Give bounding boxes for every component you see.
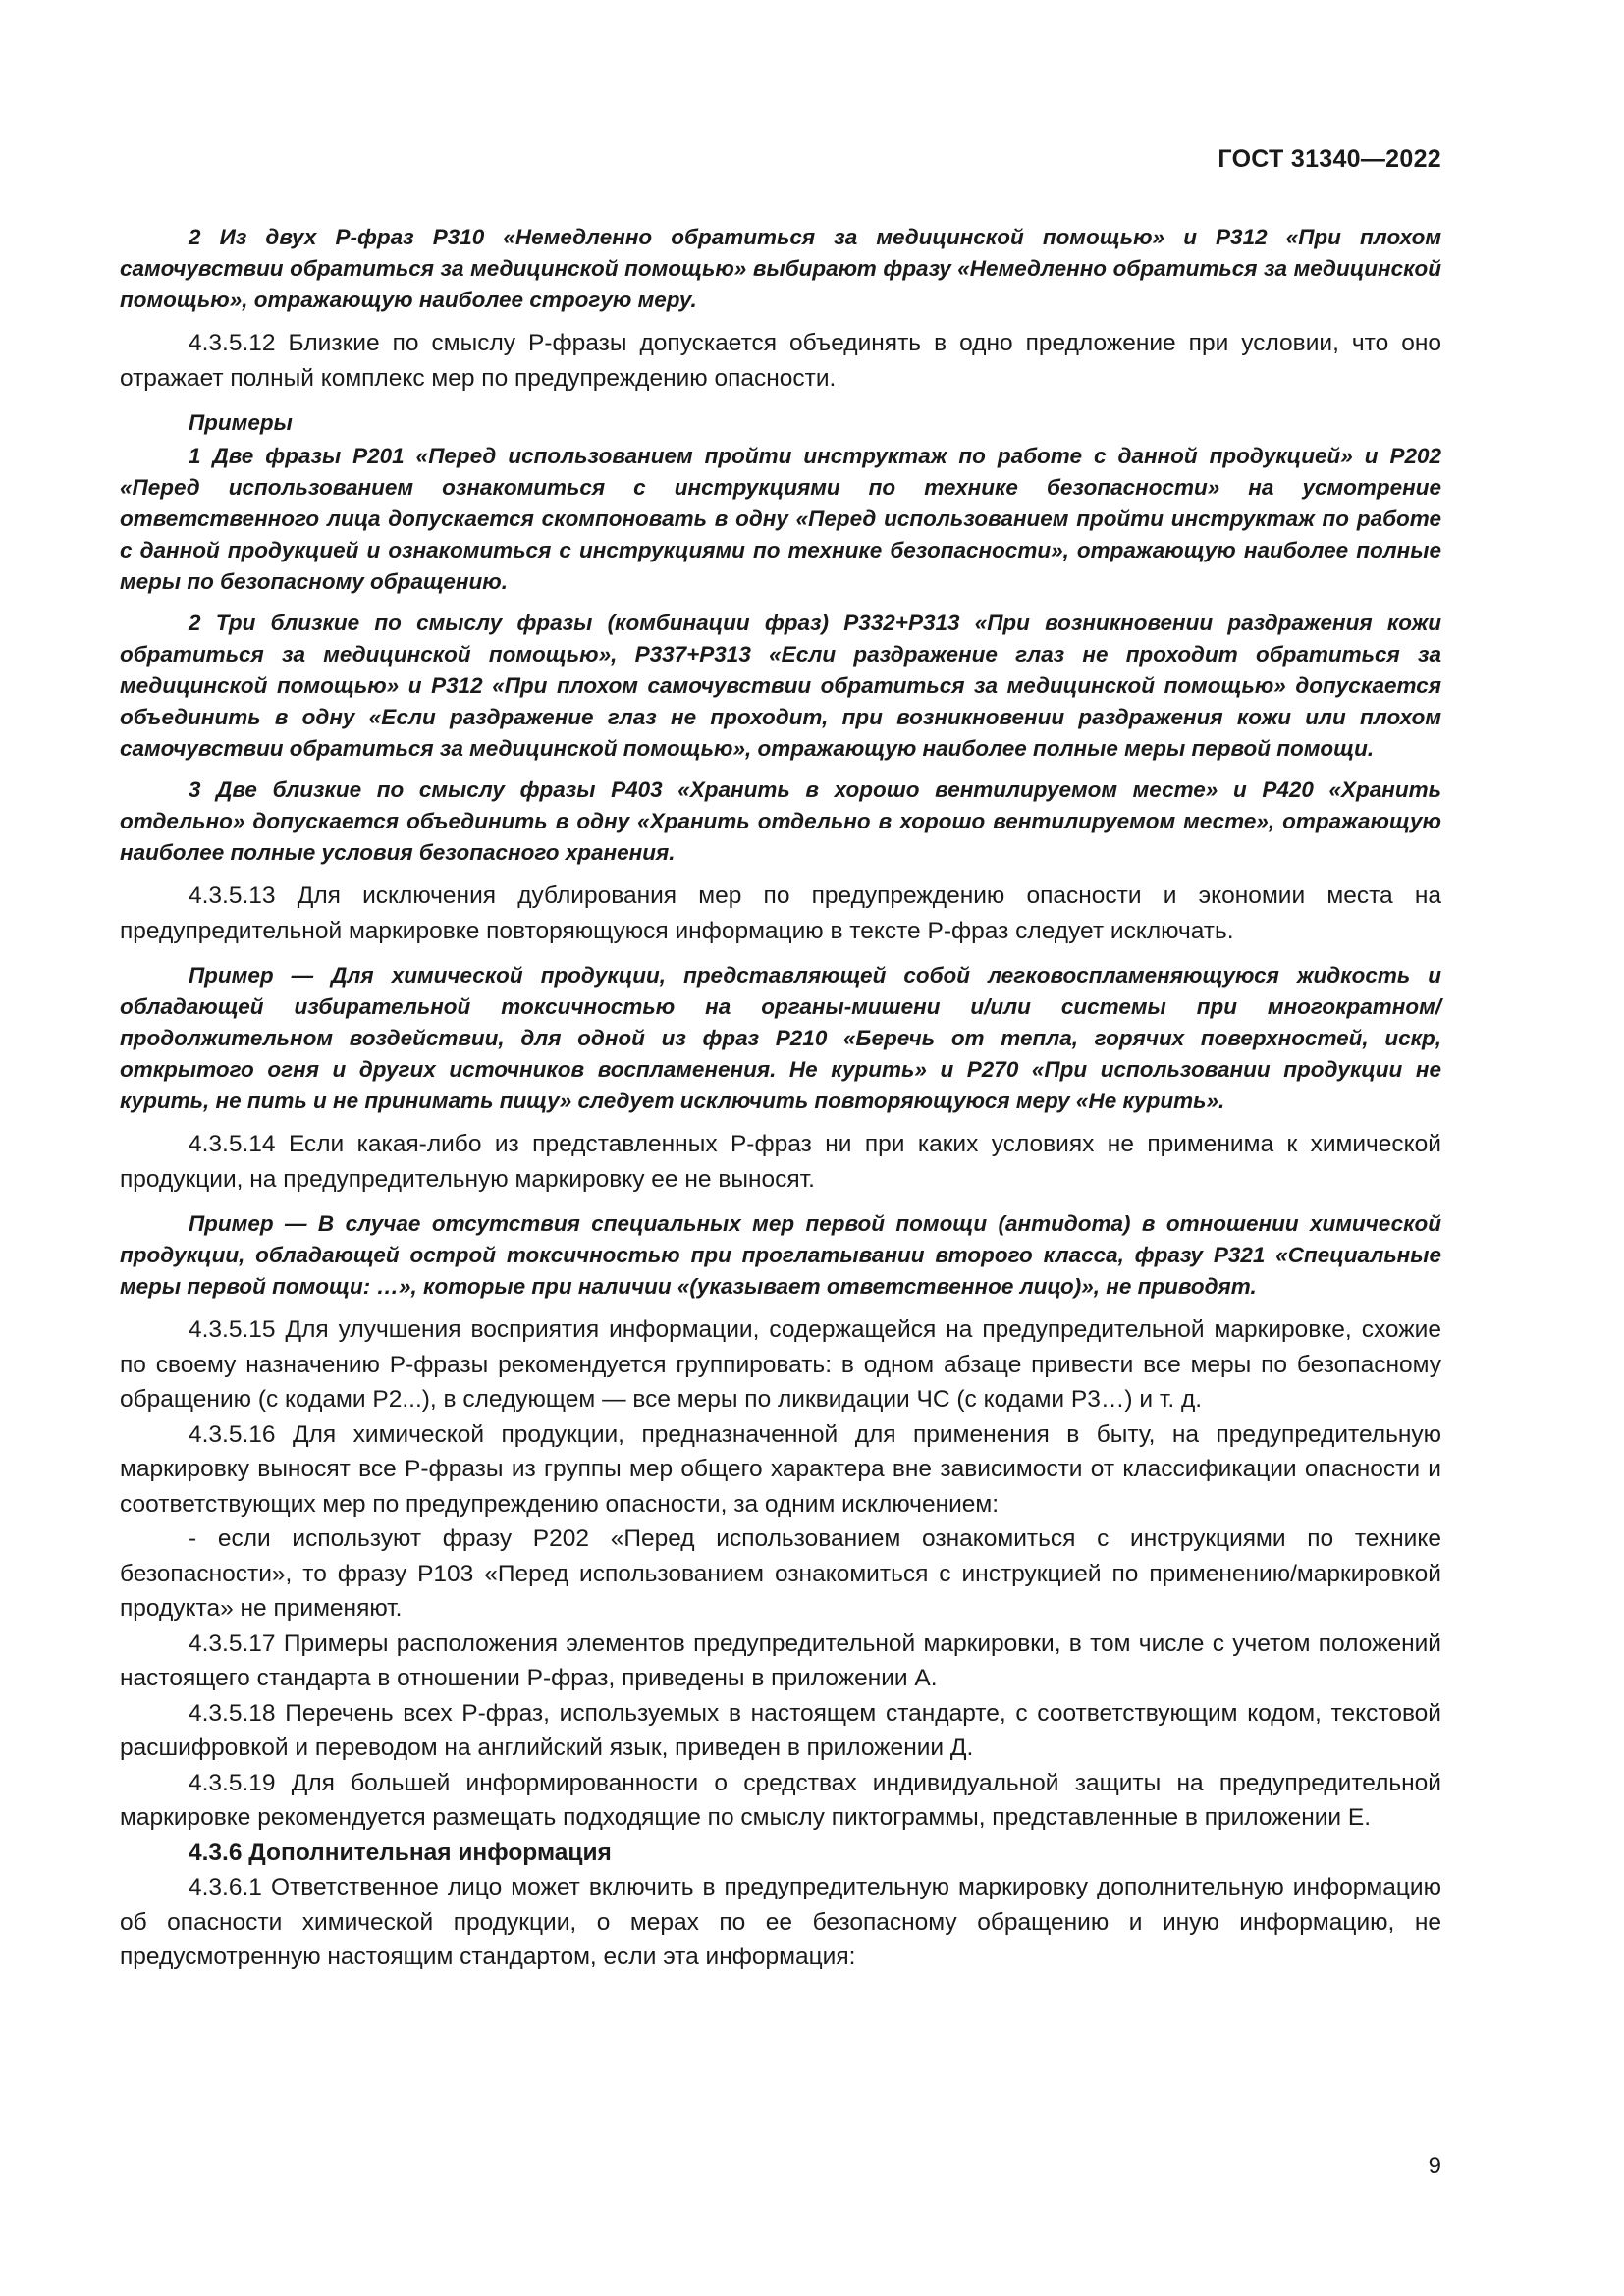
section-title-4-3-6: 4.3.6 Дополнительная информация <box>189 1839 612 1866</box>
example-3: 3 Две близкие по смыслу фразы Р403 «Хранить в хорошо вентилируемом месте» и Р420 «Хранить отдельно» допускается объединить в одну «Хранить отдельно в хорошо вентилируемом месте», отражающую наиболее полные условия безопасного хранения. <box>120 777 1441 865</box>
examples-heading: Примеры <box>189 410 293 435</box>
note-example-p310-p312: 2 Из двух Р-фраз Р310 «Немедленно обратиться за медицинской помощью» и Р312 «При плохом самочувствии обратиться за медицинской помощью» выбирают фразу «Немедленно обратиться за медицинской помощью», отражающую наиболее строгую меру. <box>120 225 1441 312</box>
clause-4-3-5-16-bullet: - если используют фразу Р202 «Перед использованием ознакомиться с инструкциями по технике безопасности», то фразу Р103 «Перед использованием ознакомиться с инструкцией по применению/маркировкой продукта» не применяют. <box>120 1525 1441 1622</box>
example-clause-14: Пример — В случае отсутствия специальных мер первой помощи (антидота) в отношении химической продукции, обладающей острой токсичностью при проглатывании второго класса, фразу Р321 «Специальные меры первой помощи: …», которые при наличии «(указывает ответственное лицо)», не приводят. <box>120 1211 1441 1299</box>
clause-4-3-5-15: 4.3.5.15 Для улучшения восприятия информации, содержащейся на предупредительной маркировке, схожие по своему назначению Р-фразы рекомендуется группировать: в одном абзаце привести все меры по безопасному обращению (с кодами Р2...), в следующем — все меры по ликвидации ЧС (с кодами Р3…) и т. д. <box>120 1316 1441 1413</box>
clause-4-3-5-17: 4.3.5.17 Примеры расположения элементов предупредительной маркировки, в том числе с учетом положений настоящего стандарта в отношении Р-фраз, приведены в приложении А. <box>120 1629 1441 1691</box>
document-body <box>120 222 1441 1975</box>
clause-4-3-6-1: 4.3.6.1 Ответственное лицо может включить в предупредительную маркировку дополнительную информацию об опасности химической продукции, о мерах по ее безопасному обращению и иную информацию, не предусмотренную настоящим стандартом, если эта информация: <box>120 1874 1441 1970</box>
example-2: 2 Три близкие по смыслу фразы (комбинации фраз) Р332+Р313 «При возникновении раздражения кожи обратиться за медицинской помощью», Р337+Р313 «Если раздражение глаз не проходит обратиться за медицинской помощью» и Р312 «При плохом самочувствии обратиться за медицинской помощью» допускается объединить в одну «Если раздражение глаз не проходит, при возникновении раздражения кожи или плохом самочувствии обратиться за медицинской помощью», отражающую наиболее полные меры первой помощи. <box>120 611 1441 761</box>
example-1: 1 Две фразы Р201 «Перед использованием пройти инструктаж по работе с данной продукцией» и Р202 «Перед использованием ознакомиться с инструкциями по технике безопасности» на усмотрение ответственного лица допускается скомпоновать в одну «Перед использованием пройти инструктаж по работе с данной продукцией и ознакомиться с инструкциями по технике безопасности», отражающую наиболее полные меры по безопасному обращению. <box>120 444 1441 594</box>
clause-4-3-5-19: 4.3.5.19 Для большей информированности о средствах индивидуальной защиты на предупредительной маркировке рекомендуется размещать подходящие по смыслу пиктограммы, представленные в приложении Е. <box>120 1769 1441 1831</box>
clause-4-3-5-16: 4.3.5.16 Для химической продукции, предназначенной для применения в быту, на предупредительную маркировку выносят все Р-фразы из группы мер общего характера вне зависимости от классификации опасности и соответствующих мер по предупреждению опасности, за одним исключением: <box>120 1420 1441 1518</box>
example-clause-13: Пример — Для химической продукции, представляющей собой легковоспламеняющуюся жидкость и обладающей избирательной токсичностью на органы-мишени и/или системы при многократном/продолжительном воздействии, для одной из фраз Р210 «Беречь от тепла, горячих поверхностей, искр, открытого огня и других источников воспламенения. Не курить» и Р270 «При использовании продукции не курить, не пить и не принимать пищу» следует исключить повторяющуюся меру «Не курить». <box>120 963 1441 1113</box>
clause-4-3-5-13: 4.3.5.13 Для исключения дублирования мер по предупреждению опасности и экономии места на предупредительной маркировке повторяющуюся информацию в тексте Р-фраз следует исключать. <box>120 882 1441 944</box>
clause-4-3-5-14: 4.3.5.14 Если какая-либо из представленных Р-фраз ни при каких условиях не применима к химической продукции, на предупредительную маркировку ее не выносят. <box>120 1131 1441 1193</box>
page-number: 9 <box>1428 2153 1441 2179</box>
document-code-header: ГОСТ 31340—2022 <box>1218 145 1441 173</box>
clause-4-3-5-18: 4.3.5.18 Перечень всех Р-фраз, используемых в настоящем стандарте, с соответствующим кодом, текстовой расшифровкой и переводом на английский язык, приведен в приложении Д. <box>120 1699 1441 1761</box>
clause-4-3-5-12: 4.3.5.12 Близкие по смыслу Р-фразы допускается объединять в одно предложение при условии, что оно отражает полный комплекс мер по предупреждению опасности. <box>120 330 1441 392</box>
